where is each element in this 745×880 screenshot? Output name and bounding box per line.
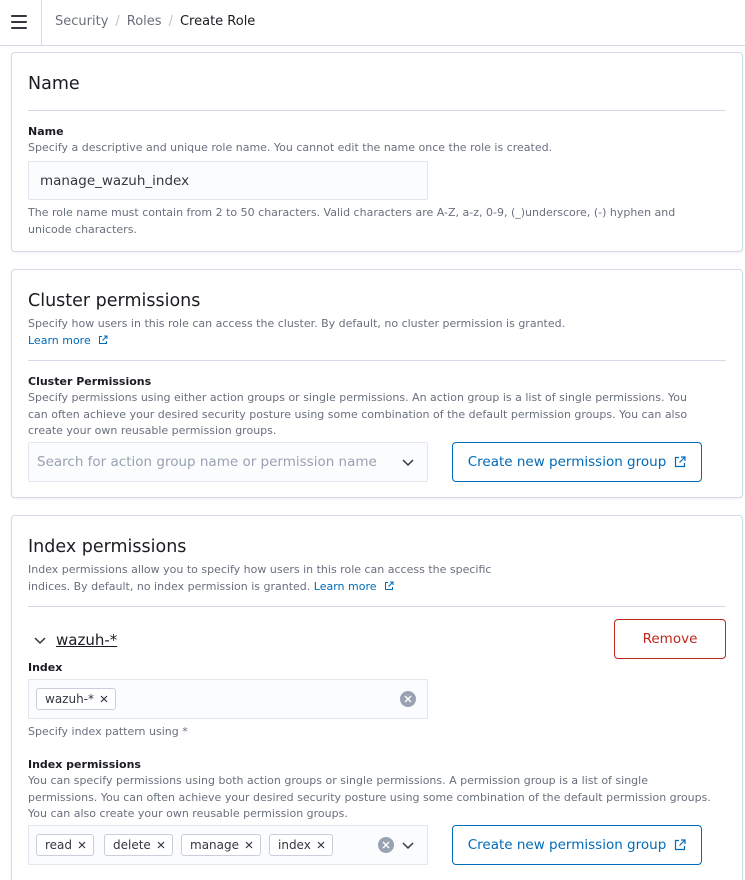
- chevron-down-icon[interactable]: [401, 838, 415, 852]
- permission-tag-read: [36, 834, 94, 856]
- index-permissions-label: Index permissions: [28, 758, 141, 771]
- index-permissions-help: You can specify permissions using both action groups or single permissions. A permission group is a list of single permissions. You can often achieve your desired security posture using some combination of the default permission groups. You can also create your own reusable permission groups.: [28, 774, 711, 820]
- permission-tag-label: index: [278, 838, 311, 852]
- breadcrumb-security[interactable]: Security: [55, 14, 109, 29]
- permission-tag-label: read: [45, 838, 73, 852]
- breadcrumb-roles[interactable]: Roles: [126, 14, 162, 29]
- index-pattern-combobox[interactable]: [28, 679, 428, 719]
- close-icon[interactable]: [244, 840, 254, 850]
- name-panel-title: Name: [28, 74, 80, 94]
- close-icon[interactable]: [99, 694, 109, 704]
- top-header: [0, 0, 745, 46]
- learn-more-link[interactable]: Learn more: [28, 334, 91, 347]
- external-link-icon: [384, 581, 394, 591]
- breadcrumb: [55, 14, 255, 29]
- cluster-field-help: Specify permissions using either action groups or single permissions. An action group is a list of single permissions. You can often achieve your desired security posture using some combination of the default permission groups. You can also create your own reusable permission groups.: [28, 391, 688, 437]
- index-tag-label: wazuh-*: [45, 692, 95, 706]
- divider: [28, 110, 726, 111]
- cluster-permission-search[interactable]: [28, 442, 428, 482]
- cluster-permissions-panel: [11, 269, 743, 498]
- index-section-toggle[interactable]: wazuh-*: [56, 631, 118, 649]
- chevron-down-icon[interactable]: [33, 633, 47, 647]
- create-permission-group-label: Create new permission group: [467, 837, 667, 853]
- name-field-hint: The role name must contain from 2 to 50 characters. Valid characters are A-Z, a-z, 0-9, (_)underscore, (-) hyphen and unicode characters.: [28, 206, 676, 236]
- index-permissions-combobox[interactable]: [28, 825, 428, 865]
- clear-icon[interactable]: [400, 691, 416, 707]
- role-name-input[interactable]: [29, 162, 427, 199]
- permission-tag-label: delete: [113, 838, 151, 852]
- learn-more-link[interactable]: Learn more: [313, 579, 377, 593]
- cluster-panel-title: Cluster permissions: [28, 291, 201, 311]
- cluster-learn-more[interactable]: [28, 333, 108, 350]
- index-pattern-hint: Specify index pattern using *: [28, 725, 188, 738]
- external-link-icon: [674, 456, 686, 468]
- permission-tag-manage: [181, 834, 261, 856]
- role-name-input-wrapper: [28, 161, 428, 200]
- name-panel: [11, 52, 743, 252]
- index-permissions-panel: [11, 515, 743, 880]
- permission-tag-delete: [104, 834, 173, 856]
- menu-button[interactable]: [0, 0, 42, 46]
- name-field-help: Specify a descriptive and unique role name. You cannot edit the name once the role is created.: [28, 141, 553, 154]
- divider: [28, 606, 726, 607]
- close-icon[interactable]: [77, 840, 87, 850]
- close-icon[interactable]: [316, 840, 326, 850]
- clear-icon[interactable]: [378, 837, 394, 853]
- chevron-down-icon[interactable]: [401, 455, 415, 469]
- breadcrumb-separator: /: [168, 14, 173, 29]
- index-panel-description: [28, 562, 528, 595]
- close-icon[interactable]: [156, 840, 166, 850]
- breadcrumb-separator: /: [115, 14, 120, 29]
- cluster-panel-description: Specify how users in this role can access the cluster. By default, no cluster permission is granted.: [28, 317, 566, 330]
- external-link-icon: [674, 839, 686, 851]
- create-permission-group-button[interactable]: [452, 442, 702, 482]
- create-permission-group-button[interactable]: [452, 825, 702, 865]
- cluster-field-label: Cluster Permissions: [28, 375, 152, 388]
- breadcrumb-current: Create Role: [179, 14, 256, 29]
- index-field-label: Index: [28, 661, 63, 674]
- index-tag: [36, 688, 116, 710]
- name-field-label: Name: [28, 125, 64, 138]
- divider: [28, 360, 726, 361]
- permission-tag-label: manage: [190, 838, 240, 852]
- external-link-icon: [98, 335, 108, 345]
- cluster-search-placeholder: Search for action group name or permission name: [37, 454, 377, 470]
- index-panel-title: Index permissions: [28, 537, 187, 557]
- create-permission-group-label: Create new permission group: [467, 454, 667, 470]
- permission-tag-index: [269, 834, 333, 856]
- index-panel-description-text: Index permissions allow you to specify how users in this role can access the specific indices. By default, no index permission is granted.: [28, 563, 492, 593]
- remove-button[interactable]: Remove: [614, 619, 726, 659]
